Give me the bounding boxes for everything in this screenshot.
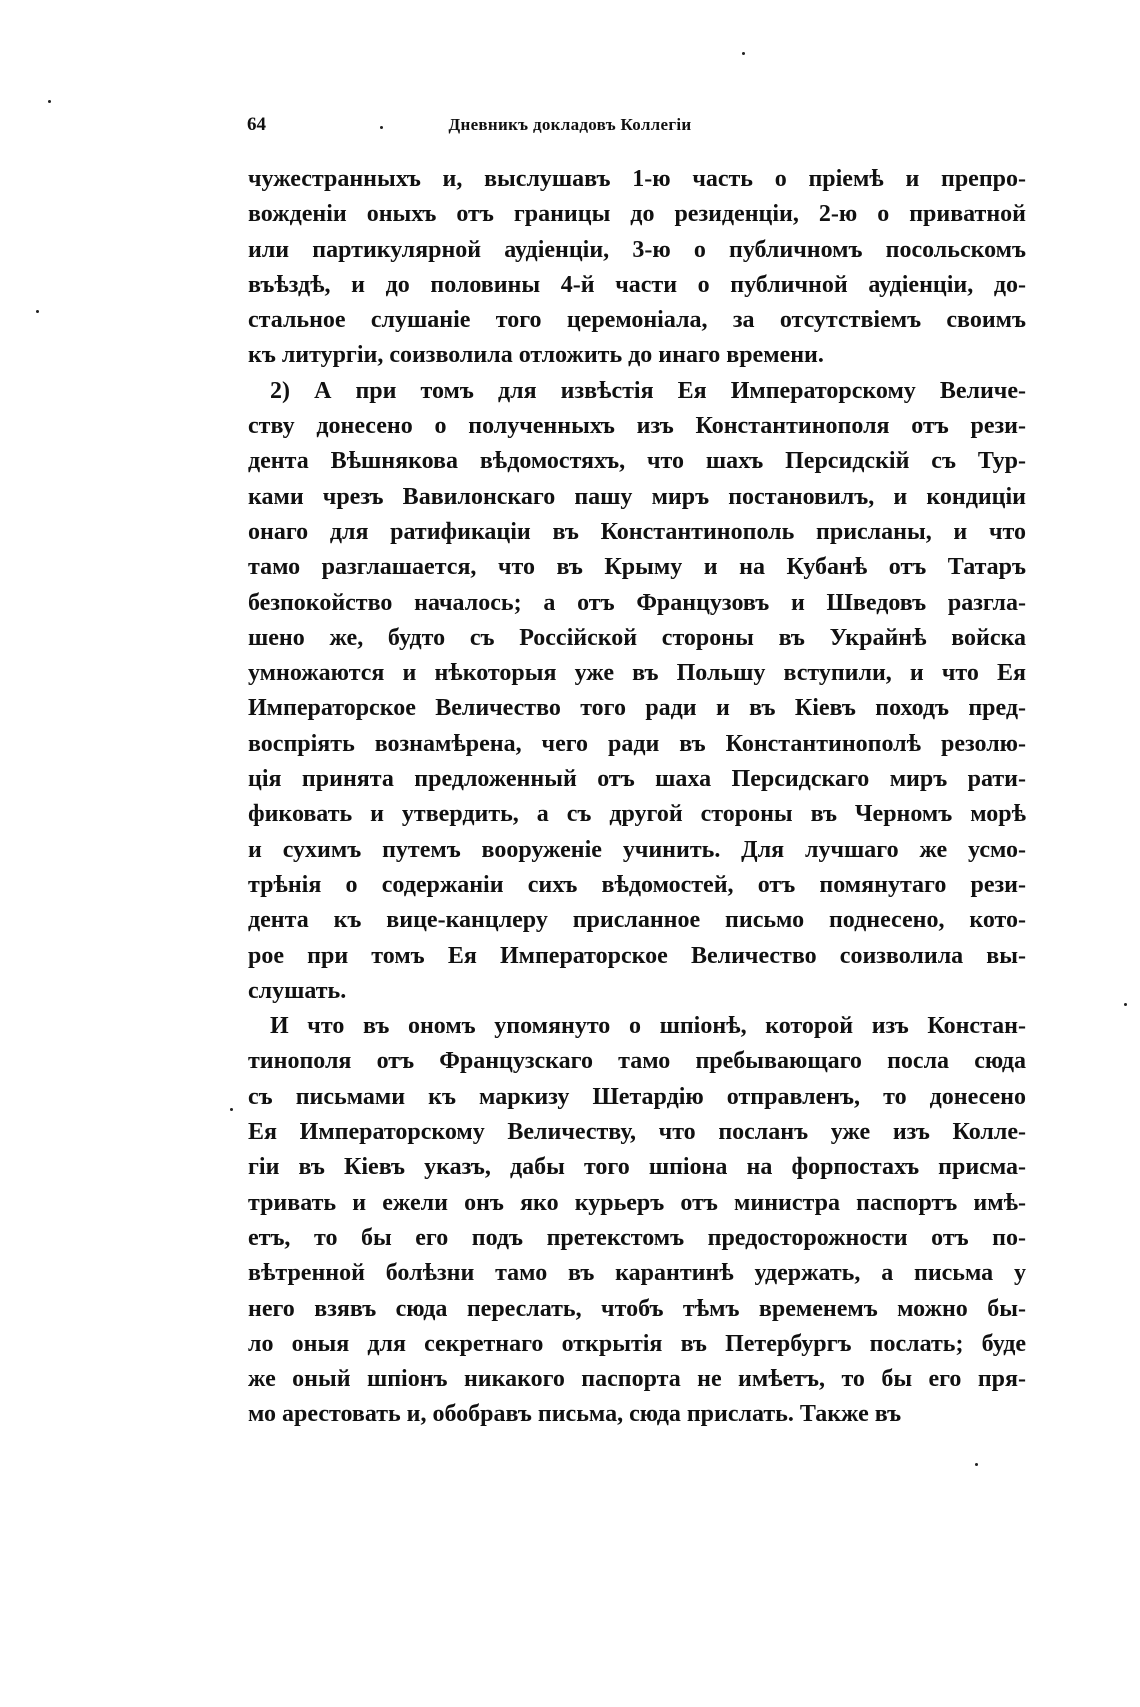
text-line: И что въ ономъ упомянуто о шпіонѣ, которой изъ Констан- xyxy=(270,1013,1026,1040)
text-line: стальное слушаніе того церемоніала, за отсутствіемъ своимъ xyxy=(248,307,1026,334)
text-line: къ литургіи, соизволила отложить до инаго времени. xyxy=(248,342,824,369)
text-line: гіи въ Кіевъ указъ, дабы того шпіона на форпостахъ присма- xyxy=(248,1154,1026,1181)
scan-speck xyxy=(48,100,51,103)
text-line: или партикулярной аудіенціи, 3-ю о публичномъ посольскомъ xyxy=(248,236,1026,263)
text-line: вожденіи оныхъ отъ границы до резиденціи, 2-ю о приватной xyxy=(248,201,1026,228)
running-title: Дневникъ докладовъ Коллегіи xyxy=(448,115,692,134)
text-line: ло оныя для секретнаго открытія въ Петербургъ послать; буде xyxy=(248,1330,1026,1357)
text-line: мо арестовать и, обобравъ письма, сюда прислать. Также въ xyxy=(248,1401,902,1428)
text-line: въѣздѣ, и до половины 4-й части о публичной аудіенціи, до- xyxy=(248,271,1026,298)
text-line: рое при томъ Ея Императорское Величество соизволила вы- xyxy=(248,942,1026,969)
text-line: него взявъ сюда переслать, чтобъ тѣмъ временемъ можно бы- xyxy=(248,1295,1026,1322)
paragraph xyxy=(248,162,1026,374)
text-line: етъ, то бы его подъ претекстомъ предосторожности отъ по- xyxy=(248,1224,1026,1251)
text-line: умножаются и нѣкоторыя уже въ Польшу вступили, и что Ея xyxy=(248,660,1026,687)
text-line: трѣнія о содержаніи сихъ вѣдомостей, отъ помянутаго рези- xyxy=(248,871,1026,898)
text-line: съ письмами къ маркизу Шетардію отправленъ, то донесено xyxy=(248,1083,1026,1110)
text-line: чужестранныхъ и, выслушавъ 1-ю часть о пріемѣ и препро- xyxy=(248,166,1026,192)
text-line: и сухимъ путемъ вооруженіе учинить. Для лучшаго же усмо- xyxy=(248,836,1026,863)
text-line: слушать. xyxy=(248,977,347,1004)
text-line: тамо разглашается, что въ Крыму и на Кубанѣ отъ Татаръ xyxy=(248,554,1026,581)
text-line: дента Вѣшнякова вѣдомостяхъ, что шахъ Персидскій съ Тур- xyxy=(248,448,1026,475)
text-line: безпокойство началось; а отъ Французовъ и Шведовъ разгла- xyxy=(248,589,1026,616)
text-line: Ея Императорскому Величеству, что посланъ уже изъ Колле- xyxy=(248,1119,1026,1146)
text-line: же оный шпіонъ никакого паспорта не имѣетъ, то бы его пря- xyxy=(248,1366,1026,1393)
text-line: ству донесено о полученныхъ изъ Константинополя отъ рези- xyxy=(248,413,1026,440)
text-line: тинополя отъ Французскаго тамо пребывающаго посла сюда xyxy=(248,1048,1026,1075)
scan-speck xyxy=(975,1463,978,1466)
scan-speck xyxy=(230,1108,233,1111)
text-line: вѣтренной болѣзни тамо въ карантинѣ удержать, а письма у xyxy=(248,1260,1026,1287)
text-line: Императорское Величество того ради и въ Кіевъ походъ пред- xyxy=(248,695,1026,722)
scan-speck xyxy=(36,310,39,313)
body-text xyxy=(248,162,1026,1433)
text-line: шено же, будто съ Россійской стороны въ Украйнѣ войска xyxy=(248,624,1026,651)
text-line: ками чрезъ Вавилонскаго пашу миръ постановилъ, и кондиціи xyxy=(248,483,1026,510)
text-line: 2) А при томъ для извѣстія Ея Императорскому Величе- xyxy=(270,377,1026,404)
paragraph xyxy=(248,374,1026,1009)
text-line: воспріять вознамѣрена, чего ради въ Константинополѣ резолю- xyxy=(248,730,1026,757)
text-line: онаго для ратификаціи въ Константинополь присланы, и что xyxy=(248,518,1026,545)
paragraph xyxy=(248,1009,1026,1433)
text-line: ція принята предложенный отъ шаха Персидскаго миръ рати- xyxy=(248,766,1026,793)
page-number: 64 xyxy=(247,114,266,135)
scan-speck xyxy=(380,126,383,129)
text-line: дента къ вице-канцлеру присланное письмо поднесено, кото- xyxy=(248,907,1026,934)
scan-speck xyxy=(1124,1003,1127,1006)
text-line: фиковать и утвердить, а съ другой стороны въ Черномъ морѣ xyxy=(248,801,1026,828)
scan-speck xyxy=(742,52,745,55)
text-line: тривать и ежели онъ яко курьеръ отъ министра паспортъ имѣ- xyxy=(248,1189,1026,1216)
